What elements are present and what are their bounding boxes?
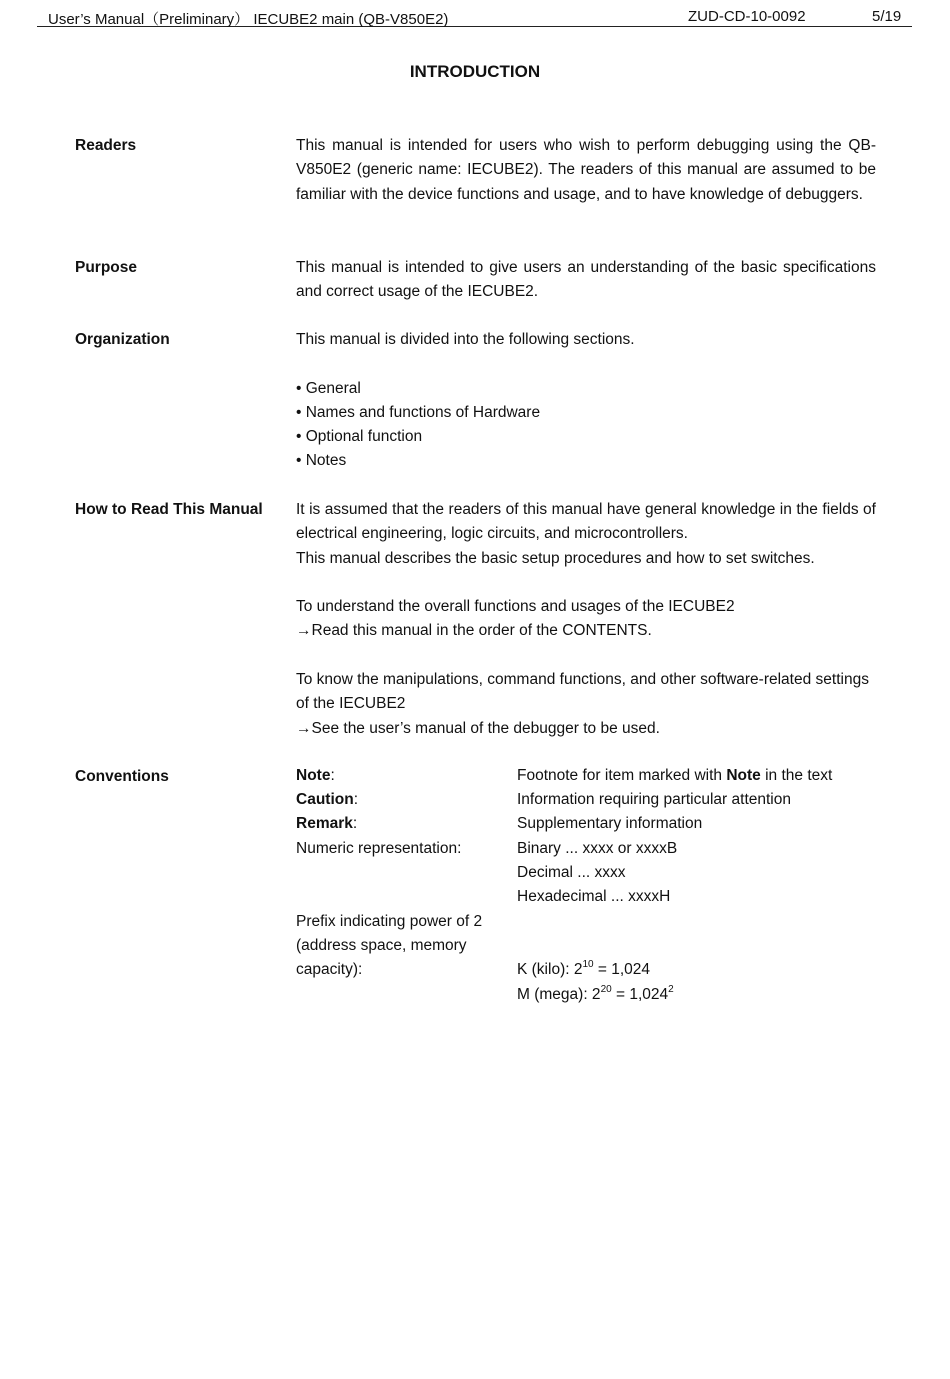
- conventions-label: Conventions: [75, 768, 169, 785]
- conventions-key-note: Note:: [296, 767, 335, 784]
- conventions-row-hex: [296, 885, 876, 909]
- conventions-value-mega: M (mega): $2^{20} = 1,024^2$: [517, 984, 674, 1003]
- conventions-value-hex: Hexadecimal ... xxxxH: [517, 888, 671, 905]
- conventions-row-numeric: [296, 837, 876, 861]
- conventions-row-remark: [296, 812, 876, 836]
- conventions-row-caution: [296, 788, 876, 812]
- list-item: • Optional function: [296, 428, 423, 446]
- header-title: User’s Manual（Preliminary） IECUBE2 main (QB-V850E2): [48, 11, 449, 28]
- conventions-key-numeric: Numeric representation:: [296, 840, 462, 857]
- how-to-read-p4-line2: of the IECUBE2: [296, 695, 406, 713]
- conventions-value-binary: Binary ... xxxx or xxxxB: [517, 840, 678, 857]
- page-title: INTRODUCTION: [409, 62, 541, 81]
- organization-label: Organization: [75, 331, 170, 348]
- conventions-value-note: Footnote for item marked with Note in the text: [517, 767, 833, 784]
- conventions-row-prefix-1: [296, 910, 876, 934]
- conventions-key-caution: Caution:: [296, 791, 358, 808]
- organization-text: [296, 328, 876, 474]
- conventions-key-prefix-line1: Prefix indicating power of 2: [296, 913, 483, 930]
- readers-label: Readers: [75, 137, 137, 154]
- conventions-row-decimal: [296, 861, 876, 885]
- conventions-value-decimal: Decimal ... xxxx: [517, 864, 626, 881]
- header-page-number: 5/19: [872, 8, 902, 25]
- conventions-key-prefix-line2: (address space, memory: [296, 937, 467, 954]
- how-to-read-text: [296, 498, 876, 741]
- how-to-read-label: How to Read This Manual: [75, 501, 263, 518]
- purpose-label: Purpose: [75, 259, 138, 276]
- how-to-read-p4-line1: To know the manipulations, command functions, and other software-related settings: [296, 671, 869, 689]
- conventions-row-prefix-2: [296, 934, 876, 958]
- conventions-value-caution: Information requiring particular attention: [517, 791, 791, 808]
- purpose-text: This manual is intended to give users an understanding of the basic specifications and correct usage of the IECUBE2.: [296, 259, 876, 301]
- how-to-read-p4-line3: →See the user’s manual of the debugger to be used.: [296, 719, 660, 737]
- list-item: • General: [296, 379, 361, 397]
- readers-text: This manual is intended for users who wish to perform debugging using the QB-V850E2 (generic name: IECUBE2). The readers of this manual are assumed to be familiar with the device functions and usage, and to have knowledge of debuggers.: [296, 137, 876, 203]
- conventions-value-kilo: K (kilo): $2^{10} = 1,024$: [517, 959, 651, 978]
- how-to-read-p2: This manual describes the basic setup procedures and how to set switches.: [296, 549, 815, 567]
- header-doc-number: ZUD-CD-10-0092: [688, 8, 806, 25]
- how-to-read-p1: It is assumed that the readers of this manual have general knowledge in the fields of electrical engineering, logic circuits, and microcontrollers.: [296, 501, 876, 543]
- how-to-read-p3-line1: To understand the overall functions and usages of the IECUBE2: [296, 598, 735, 616]
- conventions-value-remark: Supplementary information: [517, 815, 703, 832]
- organization-intro: This manual is divided into the following sections.: [296, 331, 635, 348]
- conventions-row-prefix-3: [296, 958, 876, 982]
- page-header: [37, 6, 912, 27]
- how-to-read-p3-line2: →Read this manual in the order of the CONTENTS.: [296, 622, 652, 640]
- list-item: • Names and functions of Hardware: [296, 403, 541, 421]
- conventions-row-mega: [296, 983, 876, 1007]
- conventions-key-prefix-line3: capacity):: [296, 961, 363, 978]
- list-item: • Notes: [296, 452, 347, 470]
- conventions-row-note: [296, 764, 876, 788]
- conventions-key-remark: Remark:: [296, 815, 358, 832]
